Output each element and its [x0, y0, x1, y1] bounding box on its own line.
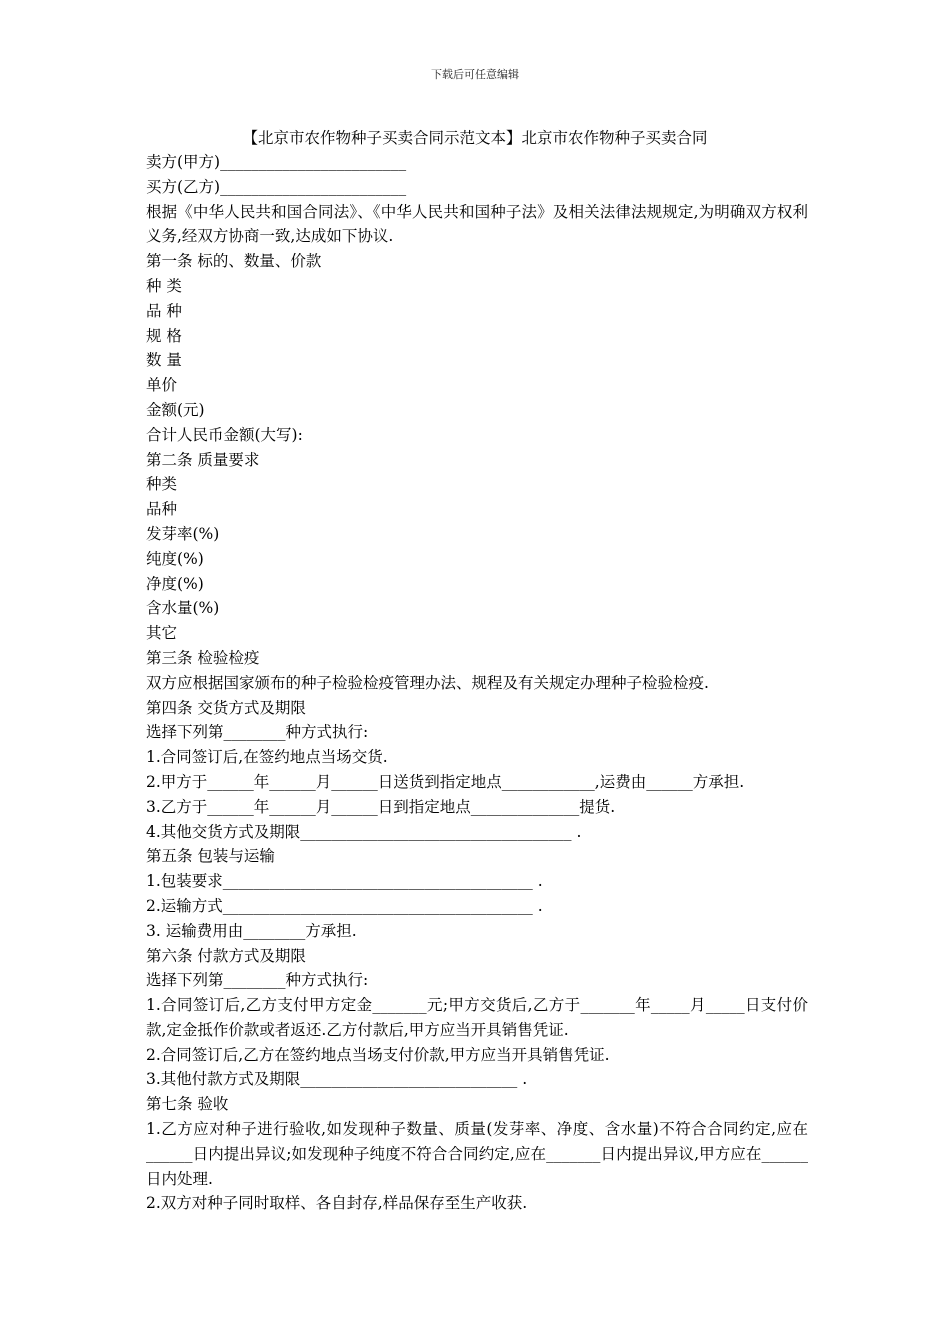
document-body — [146, 150, 808, 1216]
seller-line: 卖方(甲方)________________________ — [146, 153, 407, 171]
field-variety: 品 种 — [146, 301, 182, 320]
delivery-option-2: 2.甲方于______年______月______日送货到指定地点____________,运费由______方承担. — [146, 772, 745, 791]
delivery-option-4: 4.其他交货方式及期限___________________________________ . — [146, 822, 582, 841]
transport-cost: 3. 运输费用由________方承担. — [146, 921, 357, 940]
inspection-paragraph: 双方应根据国家颁布的种子检验检疫管理办法、规程及有关规定办理种子检验检疫. — [146, 673, 709, 692]
article-1-heading: 第一条 标的、数量、价款 — [146, 252, 322, 271]
article-6-heading: 第六条 付款方式及期限 — [146, 946, 306, 965]
article-4-heading: 第四条 交货方式及期限 — [146, 698, 306, 717]
payment-option-2: 2.合同签订后,乙方在签约地点当场支付价款,甲方应当开具销售凭证. — [146, 1045, 610, 1064]
quality-purity: 纯度(%) — [146, 549, 204, 568]
transport-method: 2.运输方式________________________________________ . — [146, 896, 543, 915]
quality-other: 其它 — [146, 624, 178, 643]
field-quantity: 数 量 — [146, 351, 182, 370]
field-category: 种 类 — [146, 276, 182, 295]
article-3-heading: 第三条 检验检疫 — [146, 648, 260, 667]
acceptance-item-2: 2.双方对种子同时取样、各自封存,样品保存至生产收获. — [146, 1194, 528, 1213]
page-header: 下载后可任意编辑 — [431, 68, 519, 81]
payment-option-3: 3.其他付款方式及期限____________________________ . — [146, 1070, 528, 1089]
article-5-heading: 第五条 包装与运输 — [146, 847, 275, 866]
delivery-option-1: 1.合同签订后,在签约地点当场交货. — [146, 748, 388, 767]
payment-choice: 选择下列第________种方式执行: — [146, 971, 369, 990]
document-title: 【北京市农作物种子买卖合同示范文本】北京市农作物种子买卖合同 — [242, 129, 708, 147]
article-7-heading: 第七条 验收 — [146, 1095, 229, 1114]
buyer-line: 买方(乙方)________________________ — [146, 177, 407, 196]
field-total-amount: 合计人民币金额(大写): — [146, 425, 303, 444]
quality-variety: 品种 — [146, 500, 178, 519]
packaging-requirement: 1.包装要求________________________________________ . — [146, 872, 543, 891]
acceptance-item-1: 1.乙方应对种子进行验收,如发现种子数量、质量(发芽率、净度、含水量)不符合合同约定,应在______日内提出异议;如发现种子纯度不符合合同约定,应在_______日内提出异议,甲方应在______日内处理. — [146, 1120, 808, 1188]
quality-cleanliness: 净度(%) — [146, 574, 204, 593]
field-unit-price: 单价 — [146, 376, 178, 395]
field-spec: 规 格 — [146, 326, 182, 345]
payment-option-1: 1.合同签订后,乙方支付甲方定金_______元;甲方交货后,乙方于_______年_____月_____日支付价款,定金抵作价款或者返还.乙方付款后,甲方应当开具销售凭证. — [146, 996, 808, 1039]
preamble-paragraph: 根据《中华人民共和国合同法》、《中华人民共和国种子法》及相关法律法规规定,为明确双方权利义务,经双方协商一致,达成如下协议. — [146, 202, 808, 246]
quality-germination: 发芽率(%) — [146, 524, 220, 543]
article-2-heading: 第二条 质量要求 — [146, 450, 260, 469]
quality-category: 种类 — [146, 475, 178, 494]
delivery-choice: 选择下列第________种方式执行: — [146, 723, 369, 742]
quality-moisture: 含水量(%) — [146, 599, 220, 618]
delivery-option-3: 3.乙方于______年______月______日到指定地点______________提货. — [146, 797, 616, 816]
field-amount: 金额(元) — [146, 400, 205, 419]
